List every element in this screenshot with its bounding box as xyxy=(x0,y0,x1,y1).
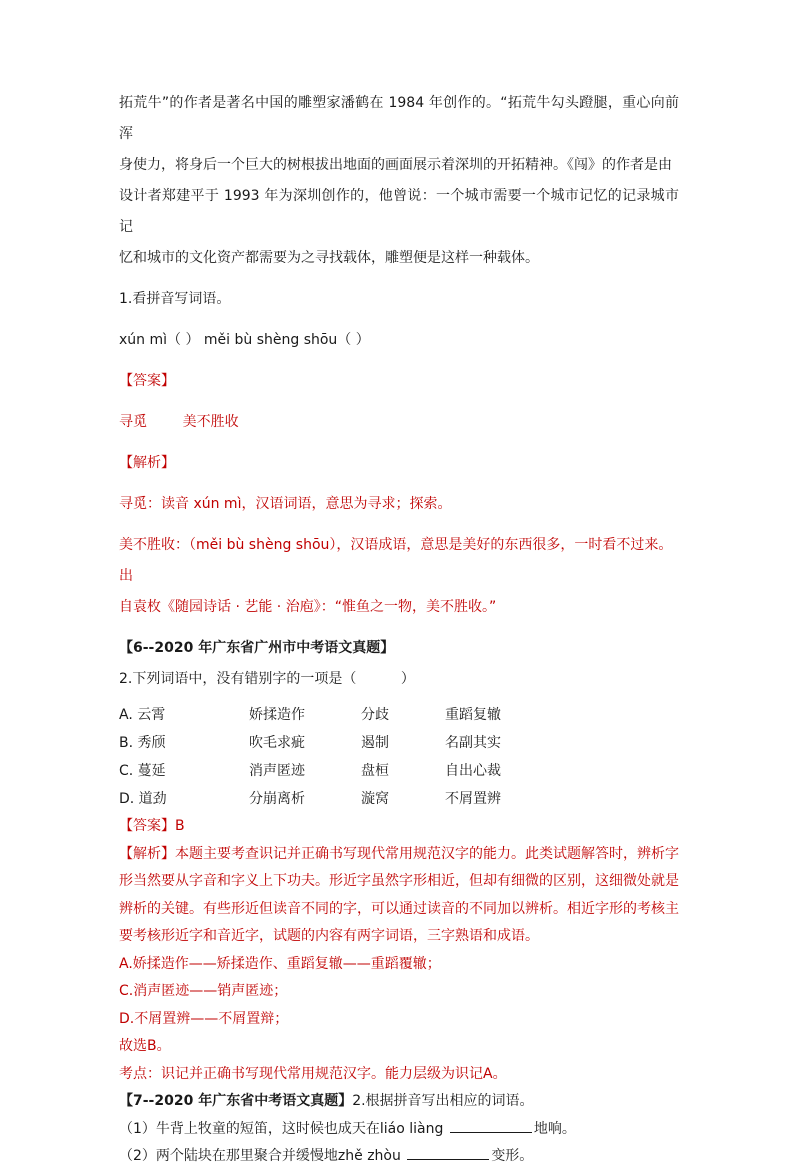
intro-line-3: 设计者郑建平于 1993 年为深圳创作的，他曾说：一个城市需要一个城市记忆的记录城市记 xyxy=(119,188,679,235)
q3-item-1-text: （1）牛背上牧童的短笛，这时候也成天在liáo liàng xyxy=(119,1120,444,1137)
q2-analysis-1: 【解析】本题主要考查识记并正确书写现代常用规范汉字的能力。此类试题解答时，辨析字 xyxy=(119,845,679,862)
option-row-d xyxy=(119,785,679,813)
option-b-2: 吹毛求疵 xyxy=(249,735,305,751)
option-c-1: C. 蔓延 xyxy=(119,763,166,779)
option-d-1: D. 道劲 xyxy=(119,791,167,807)
q3-item-1-end: 地响。 xyxy=(533,1120,576,1137)
q2-fix-c: C.消声匿迹——销声匿迹； xyxy=(119,983,288,999)
q1-analysis-2a: 美不胜收：（měi bù shèng shōu），汉语成语，意思是美好的东西很多，一时看不过来。出 xyxy=(119,537,673,584)
q3-question: 2.根据拼音写出相应的词语。 xyxy=(352,1093,534,1109)
q1-pinyin: xún mì（ ） měi bù shèng shōu（ ） xyxy=(119,332,370,348)
answer-blank-2[interactable] xyxy=(407,1145,489,1160)
q2-choose: 故选B。 xyxy=(119,1038,171,1054)
q2-analysis-2: 形当然要从字音和字义上下功夫。形近字虽然字形相近，但却有细微的区别，这细微处就是 xyxy=(119,873,679,889)
intro-line-1: 拓荒牛”的作者是著名中国的雕塑家潘鹤在 1984 年创作的。“拓荒牛勾头蹬腿，重心向前浑 xyxy=(119,95,679,142)
q2-point: 考点：识记并正确书写现代常用规范汉字。能力层级为识记A。 xyxy=(119,1065,507,1082)
q2-analysis-4: 要考核形近字和音近字，试题的内容有两字词语，三字熟语和成语。 xyxy=(119,928,539,944)
option-a-4: 重蹈复辙 xyxy=(445,707,501,723)
q1-title: 1.看拼音写词语。 xyxy=(119,291,231,307)
q1-analysis-1: 寻觅：读音 xún mì，汉语词语，意思为寻求；探索。 xyxy=(119,496,452,512)
option-a-1: A. 云霄 xyxy=(119,707,166,723)
intro-line-2: 身使力，将身后一个巨大的树根拔出地面的画面展示着深圳的开拓精神。《闯》的作者是由 xyxy=(119,157,672,173)
option-row-a xyxy=(119,701,679,729)
q2-source: 【6--2020 年广东省广州市中考语文真题】 xyxy=(119,640,395,656)
q3-item-1 xyxy=(119,1116,679,1144)
option-row-c xyxy=(119,757,679,785)
q2-answer: 【答案】B xyxy=(119,818,185,834)
q2-heading xyxy=(119,633,679,695)
document-page xyxy=(119,88,679,1171)
q1-analysis-tag: 【解析】 xyxy=(119,455,175,471)
q3-item-2-text: （2）两个陆块在那里聚合并缓慢地zhě zhòu xyxy=(119,1148,401,1164)
option-a-3: 分歧 xyxy=(361,707,389,723)
option-d-3: 漩窝 xyxy=(361,791,389,807)
q2-fix-d: D.不屑置辨——不屑置辩； xyxy=(119,1010,289,1027)
q3-item-2 xyxy=(119,1143,679,1171)
option-d-2: 分崩离析 xyxy=(249,791,305,807)
q3-heading xyxy=(119,1088,679,1116)
option-c-3: 盘桓 xyxy=(361,763,389,779)
option-c-4: 自出心裁 xyxy=(445,763,501,779)
intro-line-4: 忆和城市的文化资产都需要为之寻找载体，雕塑便是这样一种载体。 xyxy=(119,250,539,266)
option-b-3: 遏制 xyxy=(361,735,389,751)
option-a-2: 娇揉造作 xyxy=(249,707,305,723)
q2-options xyxy=(119,701,679,813)
q1-answer: 寻觅 美不胜收 xyxy=(119,414,239,430)
option-c-2: 消声匿迹 xyxy=(249,763,305,779)
q3-item-2-end: 变形。 xyxy=(491,1148,534,1164)
q2-question: 2.下列词语中，没有错别字的一项是（ ） xyxy=(119,671,415,687)
q3-source: 【7--2020 年广东省中考语文真题】 xyxy=(119,1093,353,1109)
answer-blank-1[interactable] xyxy=(450,1118,532,1133)
q1-analysis-2b: 自袁枚《随园诗话 · 艺能 · 治庖》：“惟鱼之一物，美不胜收。” xyxy=(119,599,497,615)
option-b-4: 名副其实 xyxy=(445,735,501,751)
q2-analysis-3: 辨析的关键。有些形近但读音不同的字，可以通过读音的不同加以辨析。相近字形的考核主 xyxy=(119,900,679,917)
option-d-4: 不屑置辨 xyxy=(445,791,501,807)
q1-answer-tag: 【答案】 xyxy=(119,373,175,389)
option-row-b xyxy=(119,729,679,757)
option-b-1: B. 秀颀 xyxy=(119,735,166,751)
q2-fix-a: A.娇揉造作——矫揉造作、重蹈复辙——重蹈覆辙； xyxy=(119,955,441,972)
